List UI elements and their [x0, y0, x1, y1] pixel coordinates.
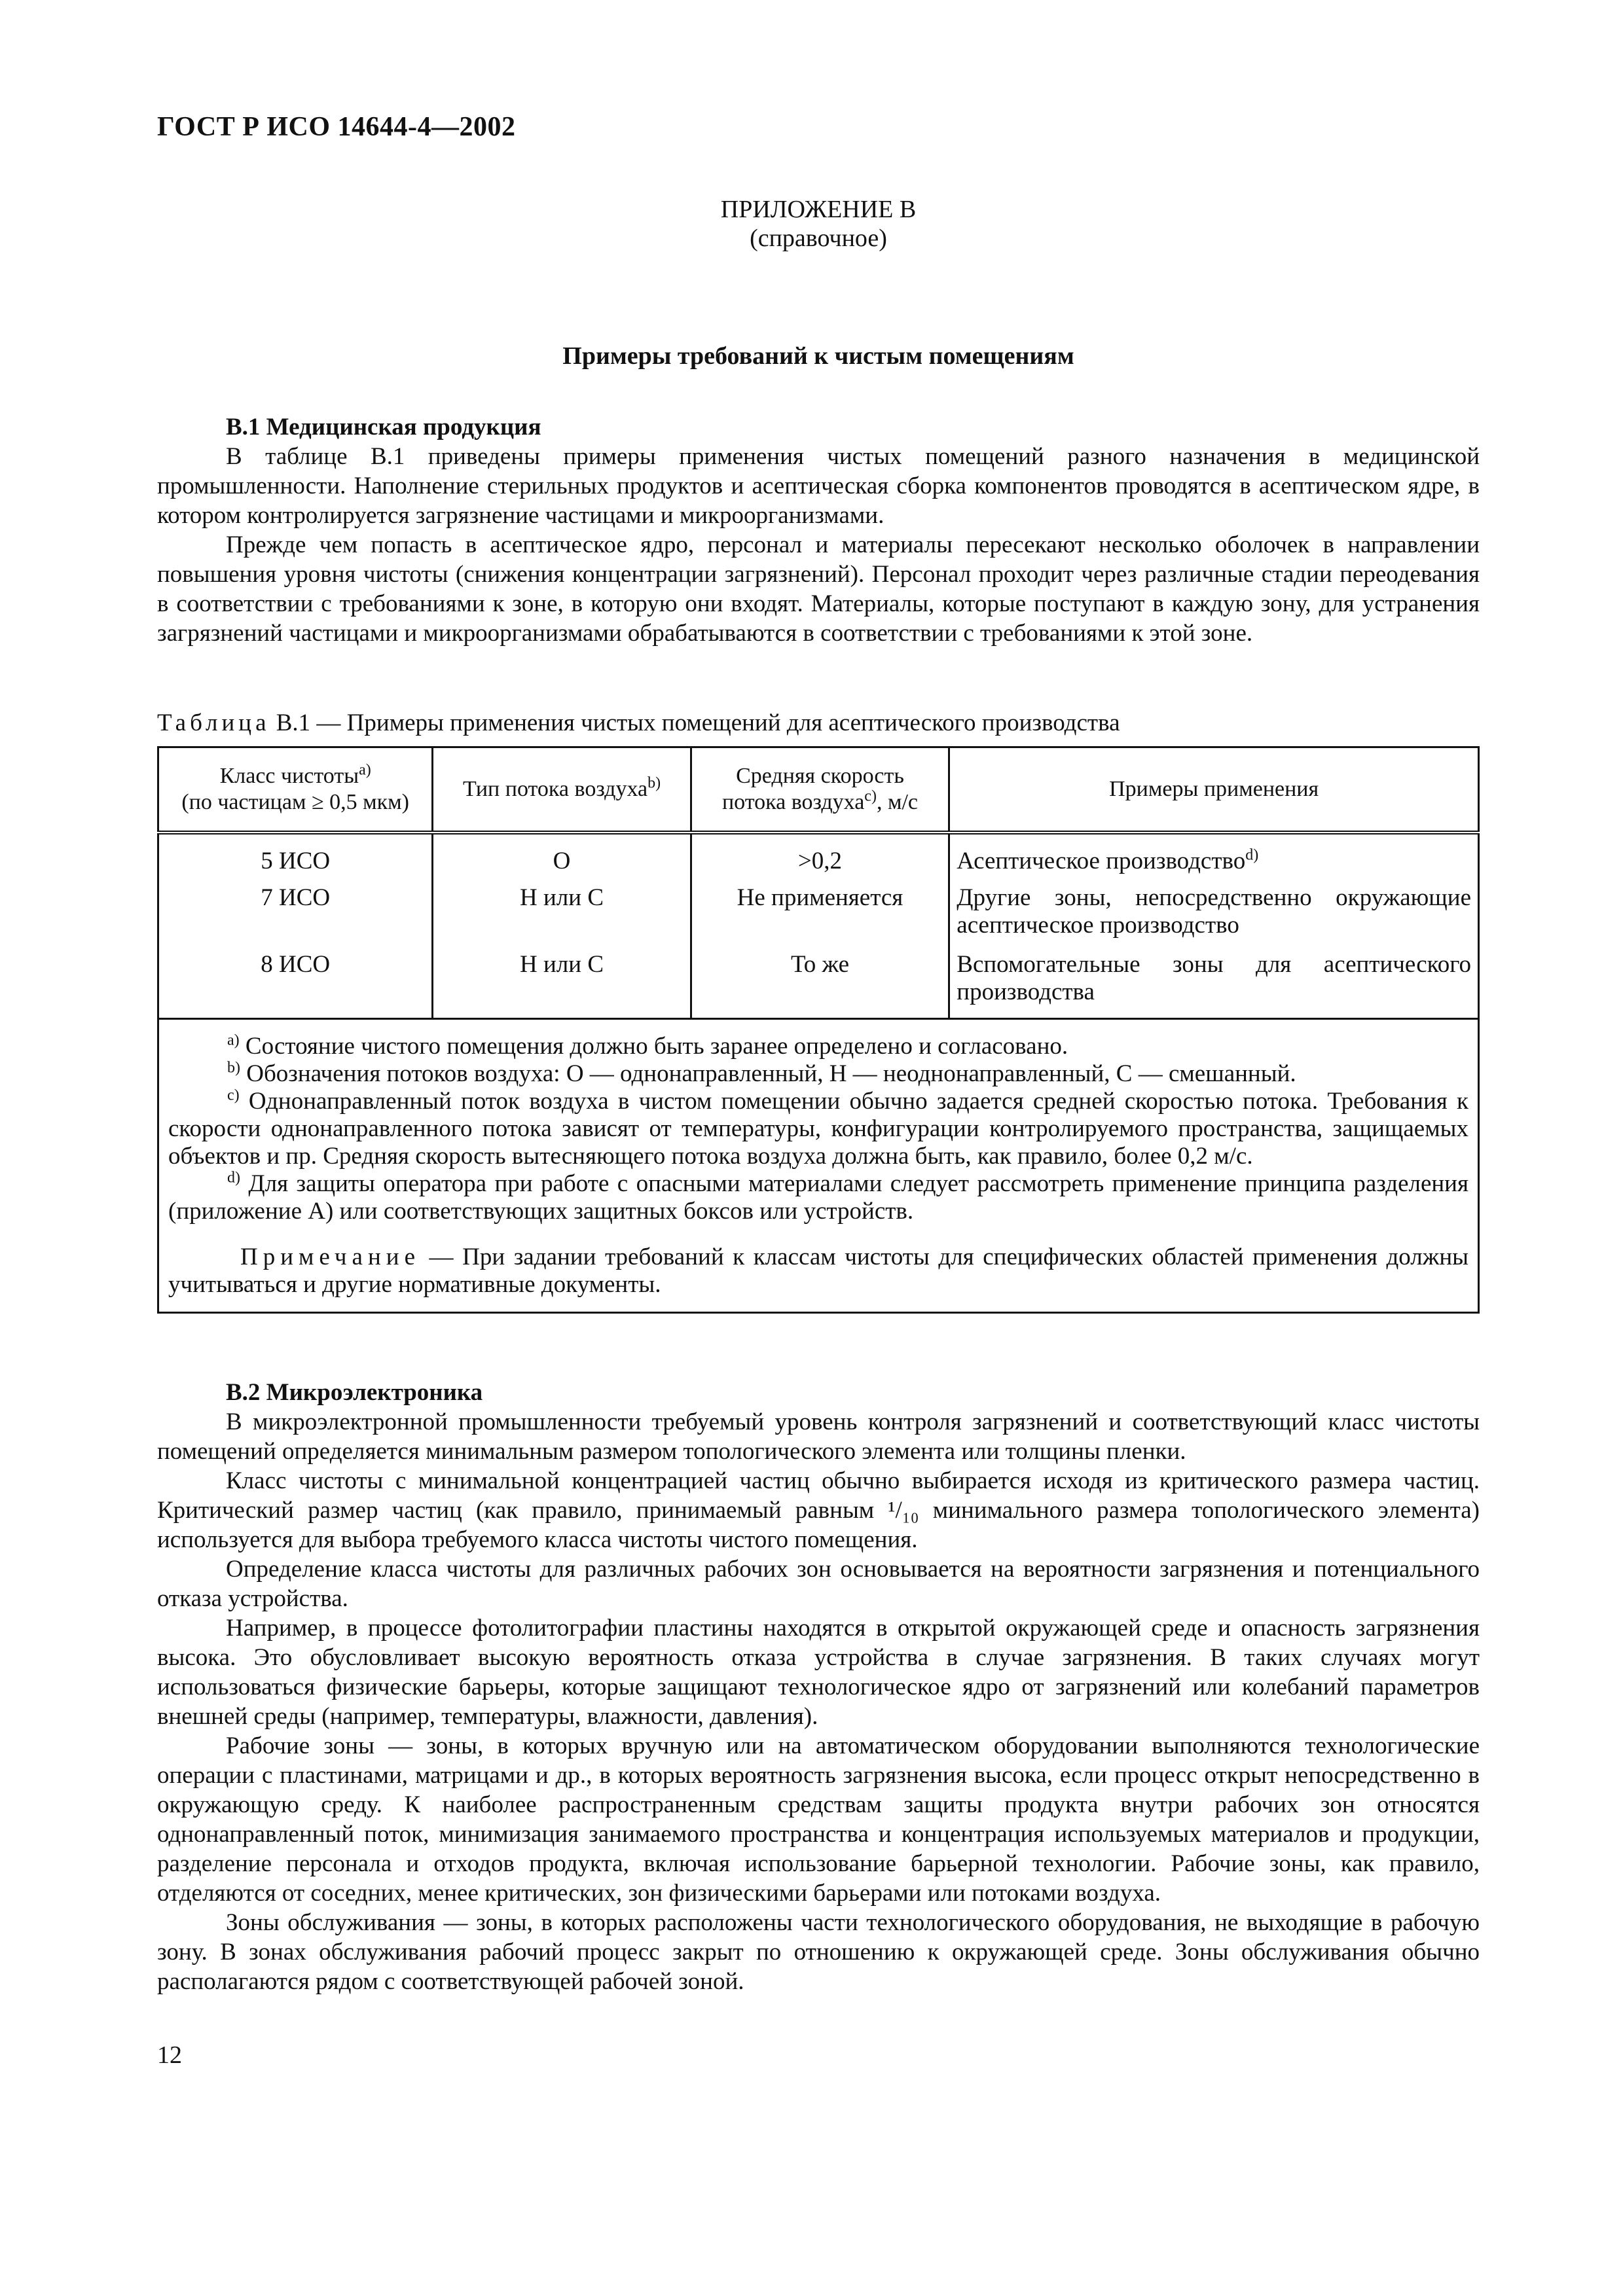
table-note	[168, 1244, 1468, 1299]
footnote-b: $^{b)}$ Обозначения потоков воздуха: О — однонаправленный, Н — неоднонаправленный, С — смешанный.	[227, 1059, 1296, 1087]
table-header-speed: Средняя скорость потока воздуха$^{c)}$, м/с	[691, 747, 949, 833]
section-b2-heading: В.2 Микроэлектроника	[226, 1379, 483, 1406]
table-footnotes-row	[158, 1019, 1479, 1313]
page-title: Примеры требований к чистым помещениям	[562, 342, 1074, 370]
table-cell-class: 8 ИСО	[158, 939, 433, 1019]
table-row	[158, 875, 1479, 939]
table-cell-class: 7 ИСО	[158, 875, 433, 939]
table-header-flow: Тип потока воздуха$^{b)}$	[433, 747, 691, 833]
section-b1-paragraph: Прежде чем попасть в асептическое ядро, персонал и материалы пересекают несколько оболочек в направлении повышения уровня чистоты (снижения концентрации загрязнений). Персонал проходит через различные стадии переодевания в соответствии с требованиями к зоне, в которую они входят. Материалы, которые поступают в каждую зону, для устранения загрязнений частицами и микроорганизмами обрабатываются в соответствии с требованиями к этой зоне.	[157, 531, 1480, 647]
table-cell-flow: Н или С	[433, 875, 691, 939]
table-cell-use: Другие зоны, непосредственно окружающие асептическое производство	[949, 875, 1479, 939]
appendix-subtitle: (справочное)	[750, 224, 887, 252]
appendix-heading	[157, 195, 1480, 253]
footnote-d: $^{d)}$ Для защиты оператора при работе с опасными материалами следует рассмотреть применение принципа разделения (приложение А) или соответствующих защитных боксов или устройств.	[168, 1169, 1468, 1225]
table-caption-text: В.1 — Примеры применения чистых помещений для асептического производства	[270, 709, 1120, 736]
section-b1-paragraph: В таблице В.1 приведены примеры применения чистых помещений разного назначения в медицинской промышленности. Наполнение стерильных продуктов и асептическая сборка компонентов проводятся в асептическом ядре, в котором контролируется загрязнение частицами и микроорганизмами.	[157, 443, 1480, 529]
table-header-use: Примеры применения	[949, 747, 1479, 833]
section-b1-heading: В.1 Медицинская продукция	[226, 414, 541, 440]
section-b2-paragraph: Например, в процессе фотолитографии пластины находятся в открытой окружающей среде и опасность загрязнения высока. Это обусловливает высокую вероятность отказа устройства в случае загрязнения. В таких случаях могут использоваться физические барьеры, которые защищают технологическое ядро от загрязнений или колебаний параметров внешней среды (например, температуры, влажности, давления).	[157, 1615, 1480, 1730]
table-cell-speed: Не применяется	[691, 875, 949, 939]
section-b2-paragraph: Определение класса чистоты для различных рабочих зон основывается на вероятности загрязнения и потенциального отказа устройства.	[157, 1556, 1480, 1612]
table-cell-class: 5 ИСО	[158, 833, 433, 875]
table-header-row	[158, 747, 1479, 833]
table-note-label: Примечание	[240, 1244, 420, 1270]
appendix-title: ПРИЛОЖЕНИЕ В	[720, 196, 917, 223]
page-number: 12	[157, 2041, 182, 2069]
table-header-class: Класс чистоты$^{а)}$ (по частицам ≥ 0,5 мкм)	[158, 747, 433, 833]
table-footnotes	[158, 1019, 1479, 1313]
section-b2-paragraph: Зоны обслуживания — зоны, в которых расположены части технологического оборудования, не выходящие в рабочую зону. В зонах обслуживания рабочий процесс закрыт по отношению к окружающей среде. Зоны обслуживания обычно располагаются рядом с соответствующей рабочей зоной.	[157, 1909, 1480, 1995]
section-b2-paragraph: В микроэлектронной промышленности требуемый уровень контроля загрязнений и соответствующий класс чистоты помещений определяется минимальным размером топологического элемента или толщины пленки.	[157, 1408, 1480, 1465]
table-cell-speed: >0,2	[691, 833, 949, 875]
table-cell-speed: То же	[691, 939, 949, 1019]
table-row	[158, 939, 1479, 1019]
document-header: ГОСТ Р ИСО 14644-4—2002	[157, 112, 516, 142]
cleanroom-table	[157, 746, 1480, 1314]
table-caption-label: Таблица	[157, 709, 270, 736]
table-caption	[157, 709, 1120, 737]
table-cell-flow: Н или С	[433, 939, 691, 1019]
table-cell-use: Вспомогательные зоны для асептического производства	[949, 939, 1479, 1019]
section-b2-paragraph: Класс чистоты с минимальной концентрацией частиц обычно выбирается исходя из критического размера частиц. Критический размер частиц (как правило, принимаемый равным ¹/₁₀ минимального размера топологического элемента) используется для выбора требуемого класса чистоты чистого помещения.	[157, 1467, 1480, 1553]
footnote-c: $^{c)}$ Однонаправленный поток воздуха в чистом помещении обычно задается средней скоростью потока. Требования к скорости однонаправленного потока зависят от температуры, конфигурации контролируемого пространства, защищаемых объектов и пр. Средняя скорость вытесняющего потока воздуха должна быть, как правило, более 0,2 м/с.	[168, 1086, 1468, 1170]
table-cell-flow: О	[433, 833, 691, 875]
section-b1	[157, 412, 1480, 648]
table-cell-use: Асептическое производство$^{d)}$	[949, 833, 1479, 875]
section-b2-paragraph: Рабочие зоны — зоны, в которых вручную или на автоматическом оборудовании выполняются технологические операции с пластинами, матрицами и др., в которых вероятность загрязнения высока, если процесс открыт непосредственно в окружающую среду. К наиболее распространенным средствам защиты продукта внутри рабочих зон относятся однонаправленный поток, минимизация занимаемого пространства и концентрация используемых материалов и продукции, разделение персонала и отходов продукта, включая использование барьерной технологии. Рабочие зоны, как правило, отделяются от соседних, менее критических, зон физическими барьерами или потоками воздуха.	[157, 1732, 1480, 1907]
section-b2	[157, 1378, 1480, 1996]
footnote-a: $^{а)}$ Состояние чистого помещения должно быть заранее определено и согласовано.	[227, 1031, 1068, 1060]
table-row	[158, 833, 1479, 875]
table-note-text: — При задании требований к классам чистоты для специфических областей применения должны учитываться и другие нормативные документы.	[168, 1244, 1468, 1298]
